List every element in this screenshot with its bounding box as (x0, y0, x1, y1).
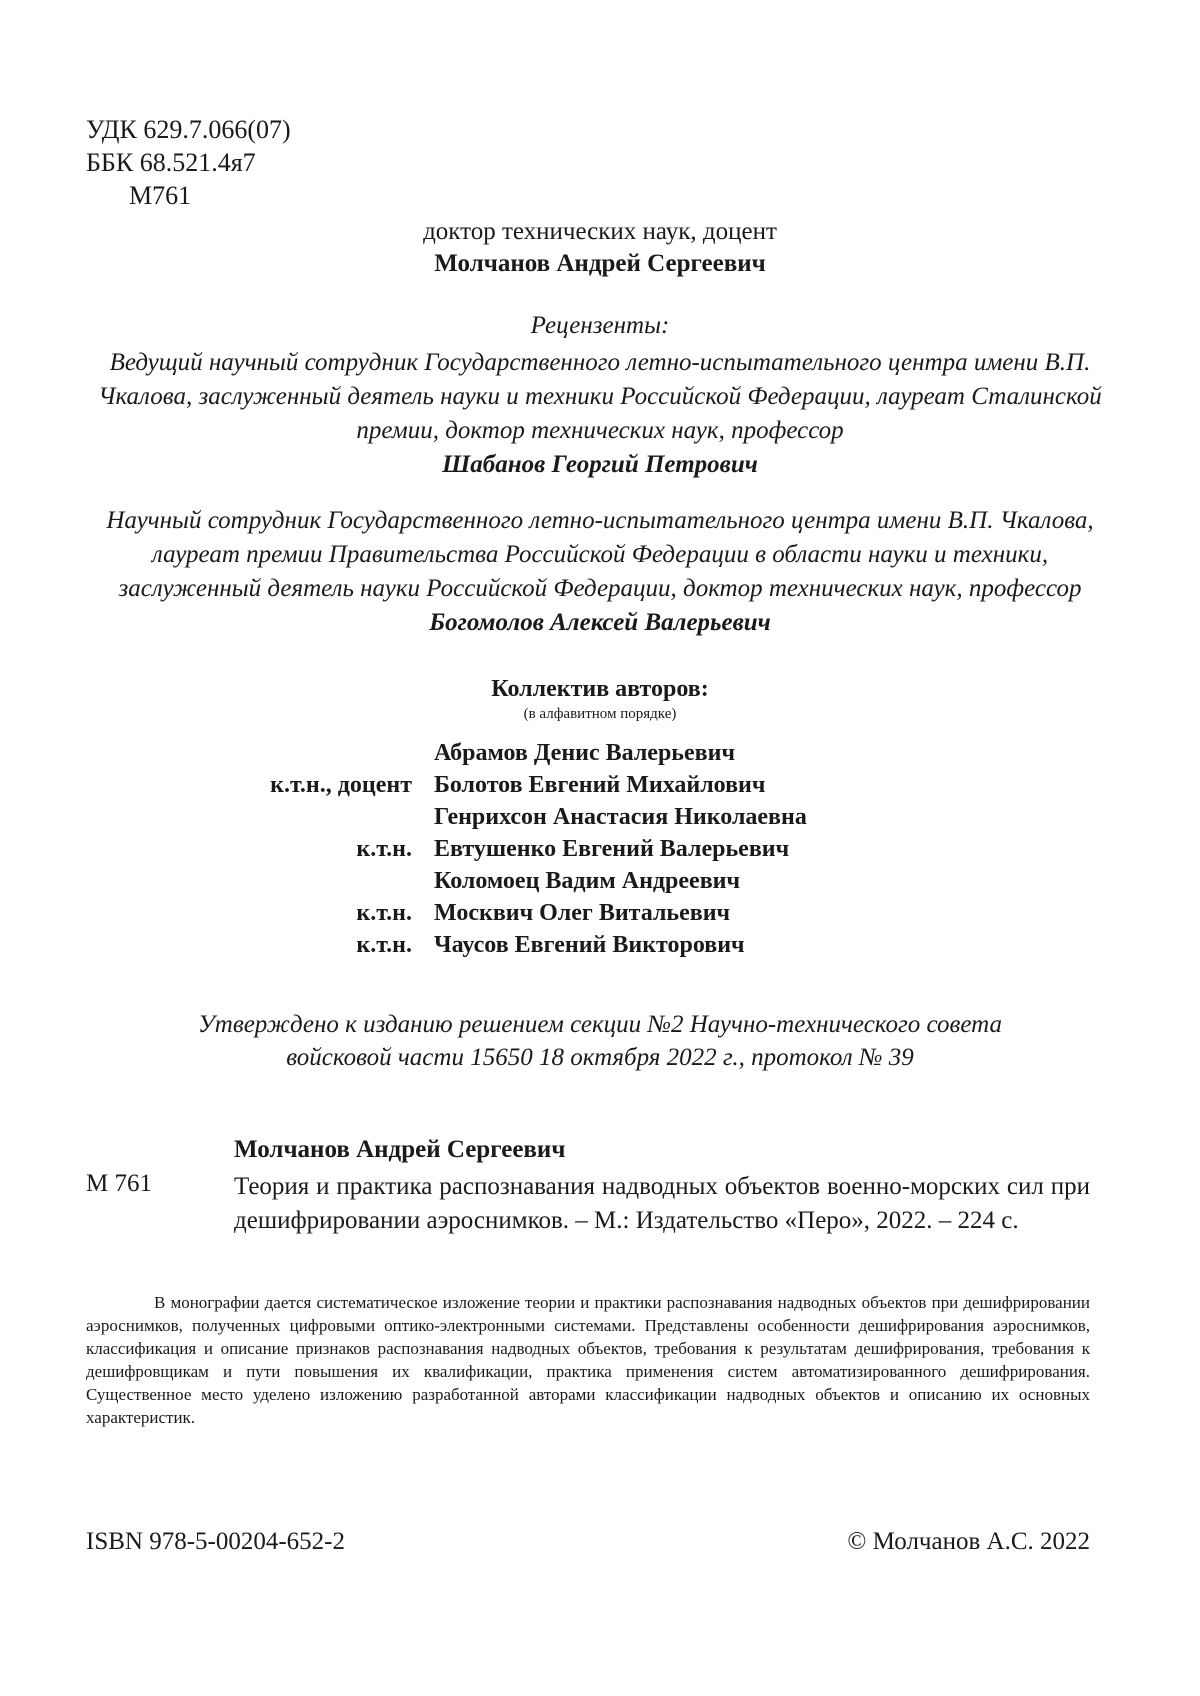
editor-block (0, 216, 1200, 280)
abstract: В монографии дается систематическое изложение теории и практики распознавания надводных объектов при дешифрировании аэроснимков, полученных цифровыми оптико-электронными системами. Представлены особенности дешифрирования аэроснимков, классификация и описание признаков распознавания надводных объектов, требования к результатам дешифрирования, требования к дешифровщикам и пути повышения их квалификации, практика применения систем автоматизированного дешифрирования. Существенное место уделено изложению разработанной авторами классификации надводных объектов и описанию их основных характеристик. (86, 1293, 1090, 1427)
author-name: Евтушенко Евгений Валерьевич (434, 836, 790, 862)
author-degree: к.т.н., доцент (270, 772, 412, 798)
editor-name: Молчанов Андрей Сергеевич (434, 250, 766, 277)
author-row (0, 836, 1200, 868)
approval-note (90, 1008, 1110, 1074)
reviewer-1-name: Шабанов Георгий Петрович (442, 451, 758, 478)
author-name: Генрихсон Анастасия Николаевна (434, 804, 807, 830)
author-name: Москвич Олег Витальевич (434, 900, 731, 926)
reviewers-heading: Рецензенты: (530, 312, 670, 339)
catalog-description: Теория и практика распознавания надводных объектов военно-морских сил при дешифрировании аэроснимков. – М.: Издательство «Перо», 2022. – 224 с. (234, 1173, 1090, 1234)
authors-subheading: (в алфавитном порядке) (523, 706, 677, 722)
editor-degree: доктор технических наук, доцент (423, 218, 777, 245)
reviewer-1 (90, 346, 1110, 482)
author-row (0, 932, 1200, 964)
author-name: Чаусов Евгений Викторович (434, 932, 745, 958)
catalog-author: Молчанов Андрей Сергеевич (234, 1136, 566, 1163)
author-row (0, 772, 1200, 804)
author-name: Болотов Евгений Михайлович (434, 772, 766, 798)
author-name: Абрамов Денис Валерьевич (434, 740, 735, 766)
reviewer-1-text: Ведущий научный сотрудник Государственного летно-испытательного центра имени В.П. Чкалова, заслуженный деятель науки и техники Российской Федерации, лауреат Сталинской премии, доктор технических наук, профессор (98, 349, 1102, 444)
udk-code: УДК 629.7.066(07) (86, 115, 291, 144)
authors-heading: Коллектив авторов: (491, 676, 709, 702)
approval-line-1: Утверждено к изданию решением секции №2 Научно-технического совета (197, 1011, 1002, 1038)
copyright: © Молчанов А.С. 2022 (847, 1528, 1090, 1555)
author-degree: к.т.н. (356, 900, 412, 926)
author-degree: к.т.н. (356, 932, 412, 958)
bbk-code: ББК 68.521.4я7 (86, 148, 256, 177)
reviewer-2-text: Научный сотрудник Государственного летно-испытательного центра имени В.П. Чкалова, лауреат премии Правительства Российской Федерации в области науки и техники, заслуженный деятель науки Российской Федерации, доктор технических наук, профессор (106, 507, 1094, 602)
approval-line-2: войсковой части 15650 18 октября 2022 г., протокол № 39 (286, 1044, 914, 1071)
catalog-code: М 761 (86, 1170, 152, 1197)
reviewer-2 (90, 504, 1110, 640)
author-row (0, 900, 1200, 932)
library-codes (86, 113, 291, 212)
author-degree: к.т.н. (356, 836, 412, 862)
isbn: ISBN 978-5-00204-652-2 (86, 1528, 346, 1555)
author-row (0, 740, 1200, 772)
author-row (0, 804, 1200, 836)
author-row (0, 868, 1200, 900)
reviewer-2-name: Богомолов Алексей Валерьевич (429, 609, 771, 636)
author-name: Коломоец Вадим Андреевич (434, 868, 741, 894)
author-mark: М761 (129, 181, 192, 210)
